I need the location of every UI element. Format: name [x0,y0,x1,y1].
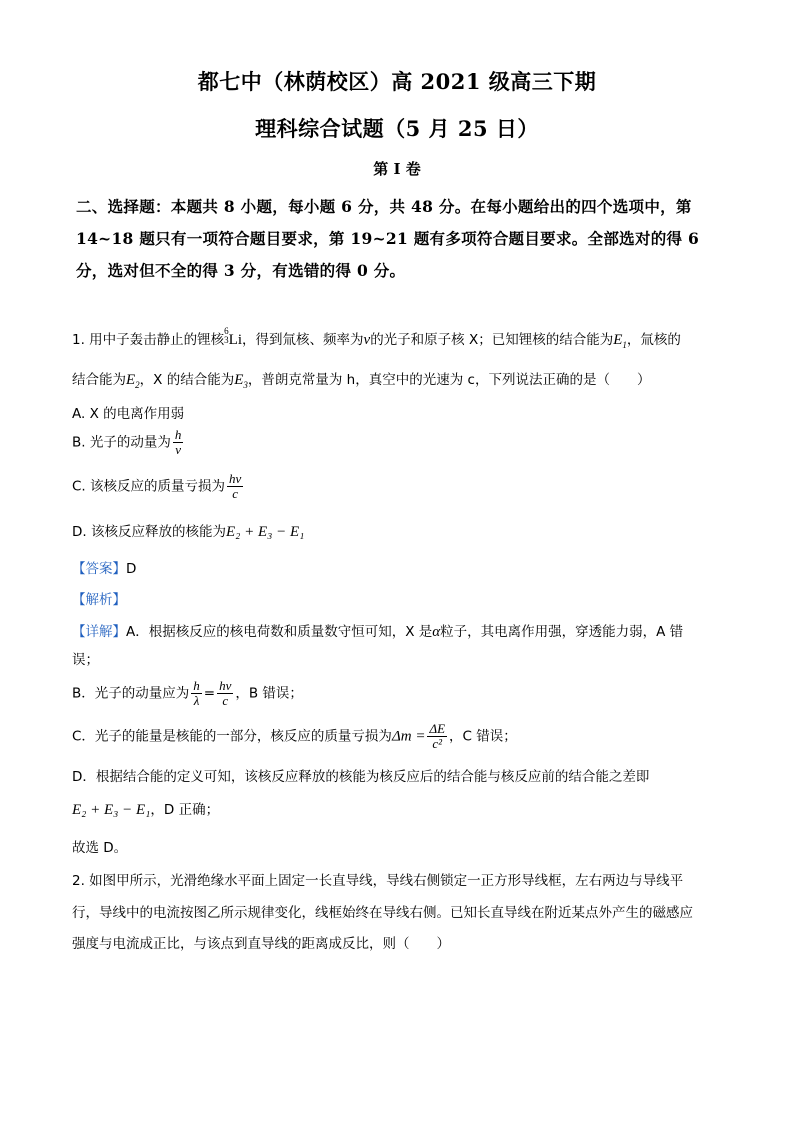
binding-energy-e2: $E_2$ [126,372,140,390]
detail-a-line1: 【详解】A．根据核反应的核电荷数和质量数守恒可知，X 是α粒子，其电离作用强，穿透能力弱，A 错 [72,624,684,640]
mass-defect-lhs: Δm = [391,728,426,745]
q1-option-a: A. X 的电离作用弱 [72,406,185,422]
detail-d-line1: D．根据结合能的定义可知，该核反应释放的核能为核反应后的结合能与核反应前的结合能之差即 [72,769,650,785]
volume-heading: 第 I 卷 [373,160,421,178]
detail-label: 【详解】 [72,624,126,640]
exam-title-line2: 理科综合试题（5 月 25 日） [255,116,539,141]
analysis-label: 【解析】 [72,592,126,608]
q2-line2: 行，导线中的电流按图乙所示规律变化，线框始终在导线右侧。已知长直导线在附近某点外产生的磁感应 [72,905,693,921]
lithium-nucleus: 6 3 Li [224,326,243,348]
detail-b: B．光子的动量应为 $\frac{h}{\lambda}$ = $\frac{h\nu}{c}$ ，B 错误； [72,678,303,708]
q1-option-c: C. 该核反应的质量亏损为 $\frac{h\nu}{c}$ [72,471,242,501]
frequency-symbol: ν [363,332,371,348]
detail-d-line2: E₂ + E₃ − E₁，D 正确； [72,802,220,818]
fraction-hnu-over-c: $\frac{h\nu}{c}$ [229,471,242,501]
conclusion: 故选 D。 [72,840,128,856]
q2-line1: 2. 如图甲所示，光滑绝缘水平面上固定一长直导线，导线右侧锁定一正方形导线框，左右两边与导线平 [72,873,684,889]
q1-option-b: B. 光子的动量为 $\frac{h}{\nu}$ [72,427,182,457]
binding-energy-e3: $E_3$ [234,372,248,390]
answer-value: D [126,561,137,577]
detail-c: C．光子的能量是核能的一部分，核反应的质量亏损为Δm = $\frac{\Delta E}{\text{c²}}$ ，C 错误； [72,721,517,751]
q2-line3: 强度与电流成正比，与该点到直导线的距离成反比，则（ ） [72,936,450,952]
section-instructions: 二、选择题：本题共 8 小题，每小题 6 分，共 48 分。在每小题给出的四个选项中，第 14~18 题只有一项符合题目要求，第 19~21 题有多项符合题目要求。全部选对的得 6 分，选对但不全的得 3 分，有选错的得 0 分。 [76,197,700,280]
answer-label: 【答案】 [72,561,126,577]
q1-stem-line2: 结合能为$E_2$，X 的结合能为$E_3$，普朗克常量为 h，真空中的光速为 c，下列说法正确的是（ ） [72,372,651,390]
binding-energy-e1: $E_1$ [613,332,627,350]
q1-stem-text: 1. 用中子轰击静止的锂核 [72,332,225,348]
q1-stem-line1: 1. 用中子轰击静止的锂核 6 3 Li，得到氚核、频率为ν的光子和原子核 X；已知锂核的结合能为$E_1$，氚核的 [72,326,681,350]
fraction-h-over-lambda: $\frac{h}{\lambda}$ [193,678,200,708]
detail-a-line2: 误； [72,652,99,668]
alpha-symbol: α [432,624,441,640]
exam-title-line1: 都七中（林荫校区）高 2021 级高三下期 [197,69,597,94]
q1-option-d: D. 该核反应释放的核能为E₂ + E₃ − E₁ [72,524,305,540]
energy-expression-2: E₂ + E₃ − E₁ [72,802,151,818]
answer-row [72,557,136,577]
fraction-hnu-over-c-2: $\frac{h\nu}{c}$ [219,678,232,708]
fraction-h-over-nu: $\frac{h}{\nu}$ [174,427,182,457]
fraction-deltae-over-c2: $\frac{\Delta E}{\text{c²}}$ [429,721,446,751]
energy-expression: E₂ + E₃ − E₁ [225,524,305,540]
